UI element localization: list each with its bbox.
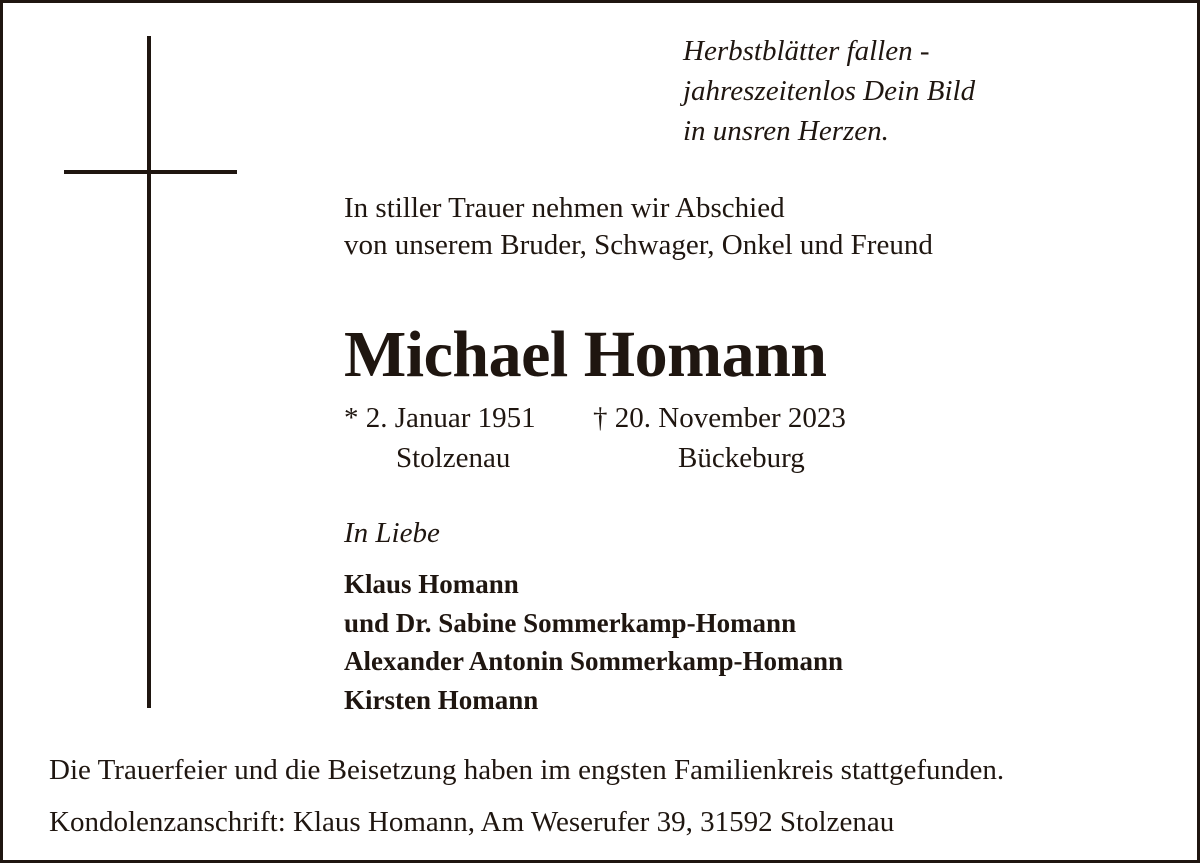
cross-vertical-bar [147, 36, 151, 708]
family-signatures [344, 565, 843, 719]
cross-horizontal-bar [64, 170, 237, 174]
intro-text [344, 190, 933, 264]
family-member: Kirsten Homann [344, 684, 539, 715]
poem-line: jahreszeitenlos Dein Bild [683, 75, 976, 107]
death-date: † 20. November 2023 [593, 402, 846, 434]
family-member: und Dr. Sabine Sommerkamp-Homann [344, 607, 797, 638]
family-member: Alexander Antonin Sommerkamp-Homann [344, 646, 844, 676]
birth-date: * 2. Januar 1951 [344, 402, 536, 434]
funeral-note: Die Trauerfeier und die Beisetzung haben im engsten Familienkreis stattgefunden. [49, 754, 1005, 786]
intro-line-1: In stiller Trauer nehmen wir Abschied [344, 192, 785, 224]
poem-line: Herbstblätter fallen - [683, 35, 930, 67]
family-member: Klaus Homann [344, 569, 519, 599]
in-love-label: In Liebe [344, 517, 440, 549]
poem-line: in unsren Herzen. [683, 115, 889, 147]
poem [683, 31, 975, 151]
condolence-address: Kondolenzanschrift: Klaus Homann, Am Weserufer 39, 31592 Stolzenau [49, 806, 895, 838]
deceased-name: Michael Homann [344, 318, 827, 391]
intro-line-2: von unserem Bruder, Schwager, Onkel und Freund [344, 229, 933, 261]
birth-place: Stolzenau [396, 442, 511, 474]
death-place: Bückeburg [678, 442, 805, 474]
